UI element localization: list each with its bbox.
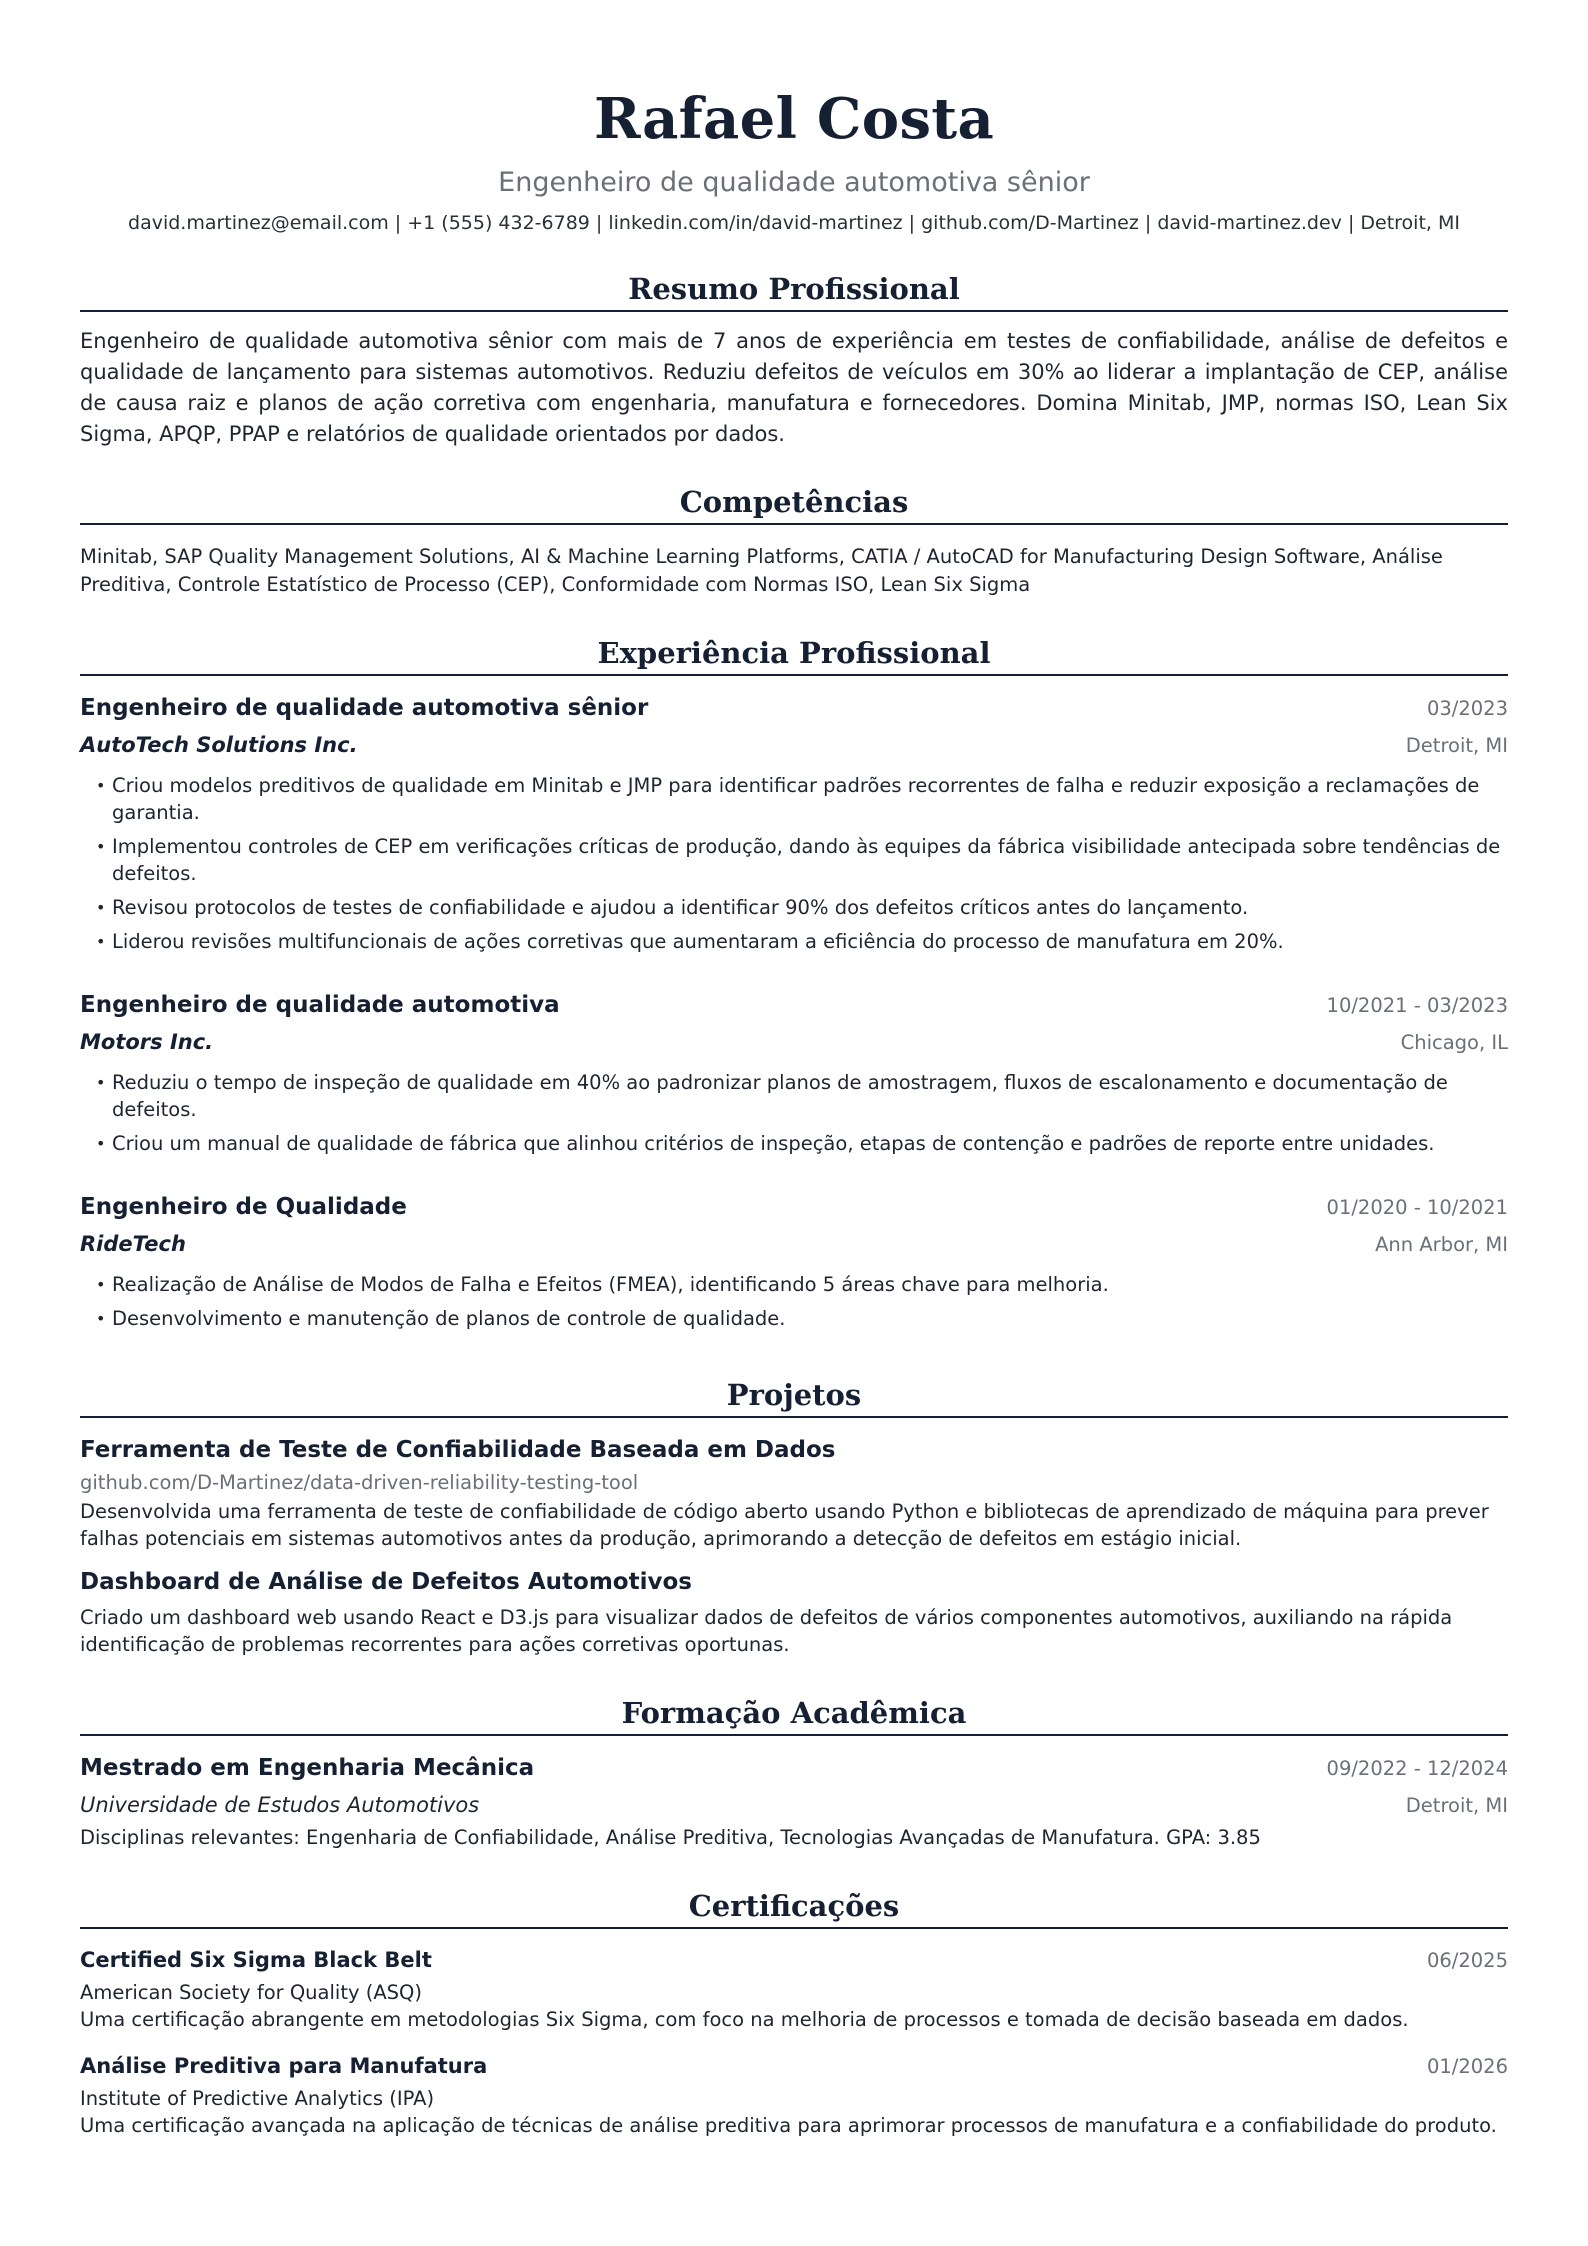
degree-title: Mestrado em Engenharia Mecânica <box>80 1755 535 1781</box>
certification-title: Certified Six Sigma Black Belt <box>80 1948 432 1972</box>
project-entry <box>80 1564 1508 1658</box>
projects-section <box>80 1376 1508 1658</box>
section-title-experience: Experiência Profissional <box>80 634 1508 676</box>
job-company: AutoTech Solutions Inc. <box>80 733 358 757</box>
project-entry <box>80 1432 1508 1552</box>
job-bullet: • Implementou controles de CEP em verificações críticas de produção, dando às equipes da fábrica visibilidade antecipada sobre tendências de defeitos. <box>112 833 1508 887</box>
job-date: 03/2023 <box>1426 697 1508 720</box>
certification-date: 06/2025 <box>1426 1949 1508 1972</box>
project-link[interactable]: github.com/D-Martinez/data-driven-reliability-testing-tool <box>80 1471 639 1494</box>
job-bullets <box>80 1069 1508 1157</box>
job-bullet: • Reduziu o tempo de inspeção de qualidade em 40% ao padronizar planos de amostragem, fluxos de escalonamento e documentação de defeitos. <box>112 1069 1508 1123</box>
job-entry <box>80 987 1508 1157</box>
project-title: Dashboard de Análise de Defeitos Automotivos <box>80 1569 692 1595</box>
section-title-projects: Projetos <box>80 1376 1508 1418</box>
job-bullet: • Revisou protocolos de testes de confiabilidade e ajudou a identificar 90% dos defeitos críticos antes do lançamento. <box>112 894 1508 921</box>
job-entry <box>80 1189 1508 1332</box>
certifications-section <box>80 1887 1508 2139</box>
job-title: Engenheiro de qualidade automotiva <box>80 992 560 1018</box>
summary-text: Engenheiro de qualidade automotiva sênior com mais de 7 anos de experiência em testes de confiabilidade, análise de defeitos e qualidade de lançamento para sistemas automotivos. Reduziu defeitos de veículos em 30% ao liderar a implantação de CEP, análise de causa raiz e planos de ação corretiva com engenharia, manufatura e fornecedores. Domina Minitab, JMP, normas ISO, Lean Six Sigma, APQP, PPAP e relatórios de qualidade orientados por dados. <box>80 329 1508 446</box>
job-bullets <box>80 772 1508 955</box>
school-location: Detroit, MI <box>1405 1794 1508 1817</box>
candidate-name: Rafael Costa <box>593 86 995 152</box>
skills-section <box>80 483 1508 599</box>
job-title: Engenheiro de qualidade automotiva sênior <box>80 695 649 721</box>
job-title: Engenheiro de Qualidade <box>80 1194 407 1220</box>
section-title-skills: Competências <box>80 483 1508 525</box>
job-bullet: • Criou um manual de qualidade de fábrica que alinhou critérios de inspeção, etapas de contenção e padrões de reporte entre unidades. <box>112 1130 1508 1157</box>
skills-text: Minitab, SAP Quality Management Solutions, AI & Machine Learning Platforms, CATIA / AutoCAD for Manufacturing Design Software, Análise Preditiva, Controle Estatístico de Processo (CEP), Conformidade com Normas ISO, Lean Six Sigma <box>80 545 1443 596</box>
certification-entry <box>80 2049 1508 2139</box>
job-date: 01/2020 - 10/2021 <box>1326 1196 1508 1219</box>
section-title-certifications: Certificações <box>80 1887 1508 1929</box>
section-title-summary: Resumo Profissional <box>80 270 1508 312</box>
job-bullets <box>80 1271 1508 1332</box>
contact-line: david.martinez@email.com | +1 (555) 432-6789 | linkedin.com/in/david-martinez | github.com/D-Martinez | david-martinez.dev | Detroit, MI <box>128 212 1460 234</box>
school-name: Universidade de Estudos Automotivos <box>80 1793 480 1817</box>
job-bullet: • Criou modelos preditivos de qualidade em Minitab e JMP para identificar padrões recorrentes de falha e reduzir exposição a reclamações de garantia. <box>112 772 1508 826</box>
job-location: Chicago, IL <box>1400 1031 1508 1054</box>
section-title-education: Formação Acadêmica <box>80 1694 1508 1736</box>
job-bullet: • Realização de Análise de Modos de Falha e Efeitos (FMEA), identificando 5 áreas chave para melhoria. <box>112 1271 1508 1298</box>
certification-entry <box>80 1943 1508 2033</box>
certification-date: 01/2026 <box>1426 2055 1508 2078</box>
education-date: 09/2022 - 12/2024 <box>1326 1757 1508 1780</box>
experience-section <box>80 634 1508 1332</box>
job-bullet: • Liderou revisões multifuncionais de ações corretivas que aumentaram a eficiência do processo de manufatura em 20%. <box>112 928 1508 955</box>
education-section <box>80 1694 1508 1851</box>
job-bullet: • Desenvolvimento e manutenção de planos de controle de qualidade. <box>112 1305 1508 1332</box>
job-location: Detroit, MI <box>1405 734 1508 757</box>
job-date: 10/2021 - 03/2023 <box>1326 994 1508 1017</box>
certification-issuer: American Society for Quality (ASQ) <box>80 1981 422 2004</box>
project-title: Ferramenta de Teste de Confiabilidade Baseada em Dados <box>80 1437 836 1463</box>
education-details: Disciplinas relevantes: Engenharia de Confiabilidade, Análise Preditiva, Tecnologias Avançadas de Manufatura. GPA: 3.85 <box>80 1826 1261 1849</box>
job-company: Motors Inc. <box>80 1030 214 1054</box>
resume-page <box>80 78 1508 2139</box>
job-company: RideTech <box>80 1232 186 1256</box>
certification-issuer: Institute of Predictive Analytics (IPA) <box>80 2087 435 2110</box>
certification-description: Uma certificação avançada na aplicação de técnicas de análise preditiva para aprimorar processos de manufatura e a confiabilidade do produto. <box>80 2114 1497 2137</box>
certification-title: Análise Preditiva para Manufatura <box>80 2054 488 2078</box>
candidate-headline: Engenheiro de qualidade automotiva sênior <box>498 167 1090 198</box>
resume-header <box>80 78 1508 238</box>
summary-section <box>80 270 1508 450</box>
certification-description: Uma certificação abrangente em metodologias Six Sigma, com foco na melhoria de processos e tomada de decisão baseada em dados. <box>80 2008 1409 2031</box>
job-entry <box>80 690 1508 955</box>
job-location: Ann Arbor, MI <box>1375 1233 1508 1256</box>
project-description: Criado um dashboard web usando React e D3.js para visualizar dados de defeitos de vários componentes automotivos, auxiliando na rápida identificação de problemas recorrentes para ações corretivas oportunas. <box>80 1606 1453 1656</box>
project-description: Desenvolvida uma ferramenta de teste de confiabilidade de código aberto usando Python e bibliotecas de aprendizado de máquina para prever falhas potenciais em sistemas automotivos antes da produção, aprimorando a detecção de defeitos em estágio inicial. <box>80 1500 1489 1550</box>
